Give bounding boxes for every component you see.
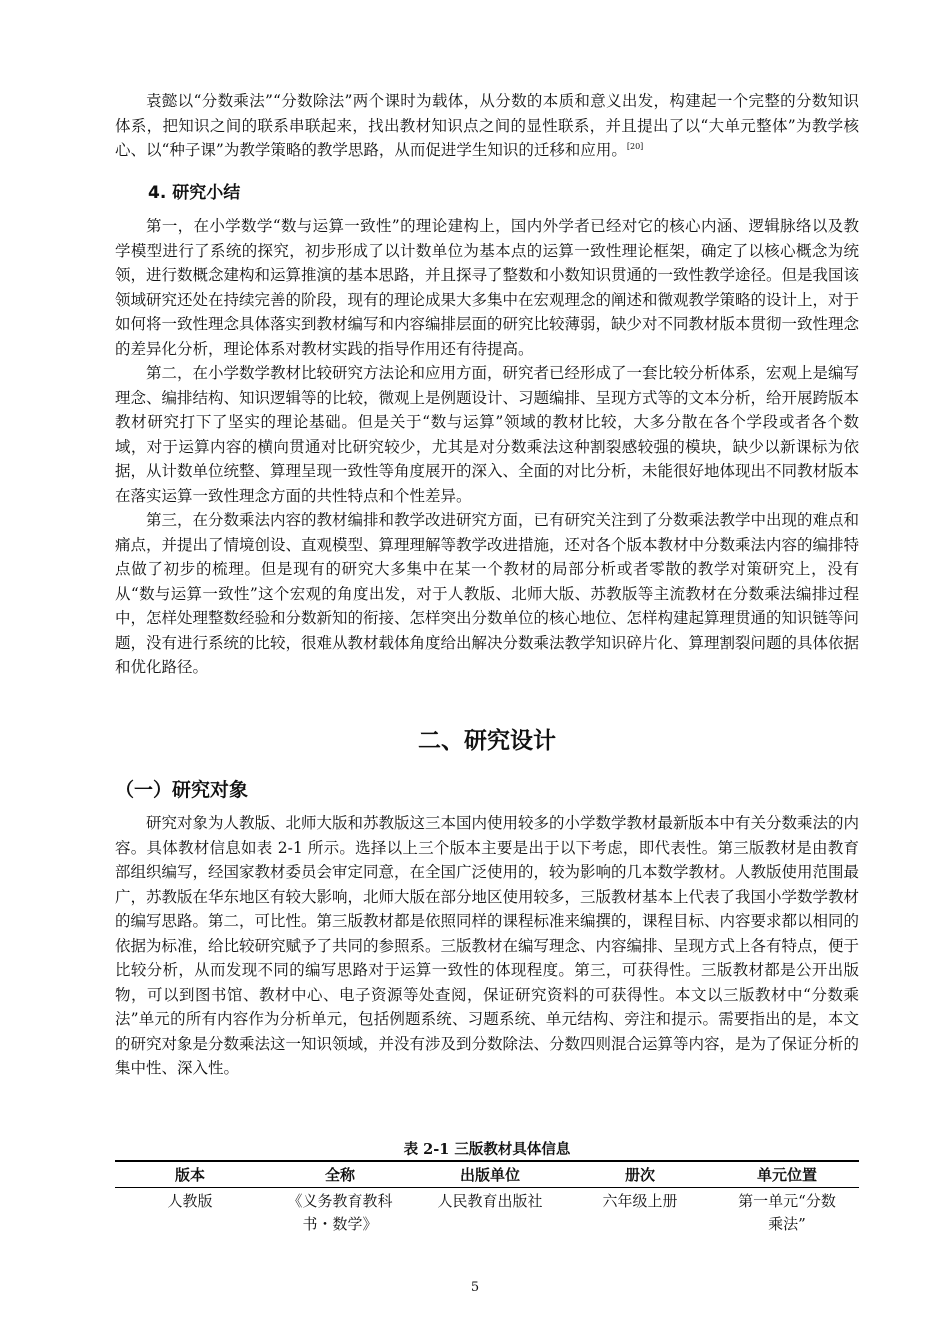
research-object-section xyxy=(115,811,859,1081)
research-object-paragraph: 研究对象为人教版、北师大版和苏教版这三本国内使用较多的小学数学教材最新版本中有关分数乘法的内容。具体教材信息如表 2-1 所示。选择以上三个版本主要是出于以下考虑，即代表性。第三版教材是由教育部组织编写，经国家教材委员会审定同意，在全国广泛使用的，较为影响的几本数学教材。人教版使用范围最广，苏教版在华东地区有较大影响，北师大版在部分地区使用较多，三版教材基本上代表了我国小学数学教材的编写思路。第二，可比性。第三版教材都是依照同样的课程标准来编撰的，课程目标、内容要求都以相同的依据为标准，给比较研究赋予了共同的参照系。三版教材在编写理念、内容编排、呈现方式上各有特点，便于比较分析，从而发现不同的编写思路对于运算一致性的体现程度。第三，可获得性。三版教材都是公开出版物，可以到图书馆、教材中心、电子资源等处查阅，保证研究资料的可获得性。本文以三版教材中“分数乘法”单元的所有内容作为分析单元，包括例题系统、习题系统、单元结构、旁注和提示。需要指出的是，本文的研究对象是分数乘法这一知识领域，并没有涉及到分数除法、分数四则混合运算等内容，是为了保证分析的集中性、深入性。 xyxy=(115,814,860,1077)
table-row xyxy=(115,1188,859,1239)
citation-ref: [20] xyxy=(626,141,644,151)
table-cell: 人民教育出版社 xyxy=(437,1192,543,1210)
table-header-cell: 全称 xyxy=(265,1161,415,1188)
chapter-heading: 二、研究设计 xyxy=(418,728,556,754)
section-heading: （一）研究对象 xyxy=(115,779,249,801)
summary-heading: 4. 研究小结 xyxy=(148,183,241,203)
page-number: 5 xyxy=(470,1280,480,1295)
table-header-cell: 出版单位 xyxy=(415,1161,565,1188)
table-cell: 六年级上册 xyxy=(602,1192,678,1210)
summary-paragraph-3: 第三，在分数乘法内容的教材编排和教学改进研究方面，已有研究关注到了分数乘法教学中出现的难点和痛点，并提出了情境创设、直观模型、算理理解等教学改进措施，还对各个版本教材中分数乘法内容的编排特点做了初步的梳理。但是现有的研究大多集中在某一个教材的局部分析或者零散的教学对策研究上，没有从“数与运算一致性”这个宏观的角度出发，对于人教版、北师大版、苏教版等主流教材在分数乘法编排过程中，怎样处理整数经验和分数新知的衔接、怎样突出分数单位的核心地位、怎样构建起算理贯通的知识链等问题，没有进行系统的比较，很难从教材载体角度给出解决分数乘法教学知识碎片化、算理割裂问题的具体依据和优化路径。 xyxy=(115,511,860,676)
intro-paragraph xyxy=(115,89,859,163)
table-cell: 第一单元“分数乘法” xyxy=(738,1192,836,1233)
table-cell: 《义务教育教科书・数学》 xyxy=(287,1192,393,1233)
summary-section xyxy=(115,214,859,680)
table-header-row xyxy=(115,1161,859,1188)
table-cell: 人教版 xyxy=(167,1192,213,1210)
table-header-cell: 单元位置 xyxy=(715,1161,859,1188)
table-header-cell: 版本 xyxy=(115,1161,265,1188)
summary-paragraph-2: 第二，在小学数学教材比较研究方法论和应用方面，研究者已经形成了一套比较分析体系，宏观上是编写理念、编排结构、知识逻辑等的比较，微观上是例题设计、习题编排、呈现方式等的文本分析，给开展跨版本教材研究打下了坚实的理论基础。但是关于“数与运算”领域的教材比较，大多分散在各个学段或者各个数域，对于运算内容的横向贯通对比研究较少，尤其是对分数乘法这种割裂感较强的模块，缺少以新课标为依据，从计数单位统整、算理呈现一致性等角度展开的深入、全面的对比分析，未能很好地体现出不同教材版本在落实运算一致性理念方面的共性特点和个性差异。 xyxy=(115,364,860,505)
summary-paragraph-1: 第一，在小学数学“数与运算一致性”的理论建构上，国内外学者已经对它的核心内涵、逻辑脉络以及教学模型进行了系统的探究，初步形成了以计数单位为基本点的运算一致性理论框架，确定了以核心概念为统领，进行数概念建构和运算推演的基本思路，并且探寻了整数和小数知识贯通的一致性教学途径。但是我国该领域研究还处在持续完善的阶段，现有的理论成果大多集中在宏观理念的阐述和微观教学策略的设计上，对于如何将一致性理念具体落实到教材编写和内容编排层面的研究比较薄弱，缺少对不同教材版本贯彻一致性理念的差异化分析，理论体系对教材实践的指导作用还有待提高。 xyxy=(115,217,860,358)
table-caption: 表 2-1 三版教材具体信息 xyxy=(403,1141,571,1158)
table-header-cell: 册次 xyxy=(565,1161,715,1188)
intro-text: 袁懿以“分数乘法”“分数除法”两个课时为载体，从分数的本质和意义出发，构建起一个完整的分数知识体系，把知识之间的联系串联起来，找出教材知识点之间的显性联系，并且提出了以“大单元整体”为教学核心、以“种子课”为教学策略的教学思路，从而促进学生知识的迁移和应用。 xyxy=(115,92,859,159)
textbook-info-table xyxy=(115,1160,859,1238)
